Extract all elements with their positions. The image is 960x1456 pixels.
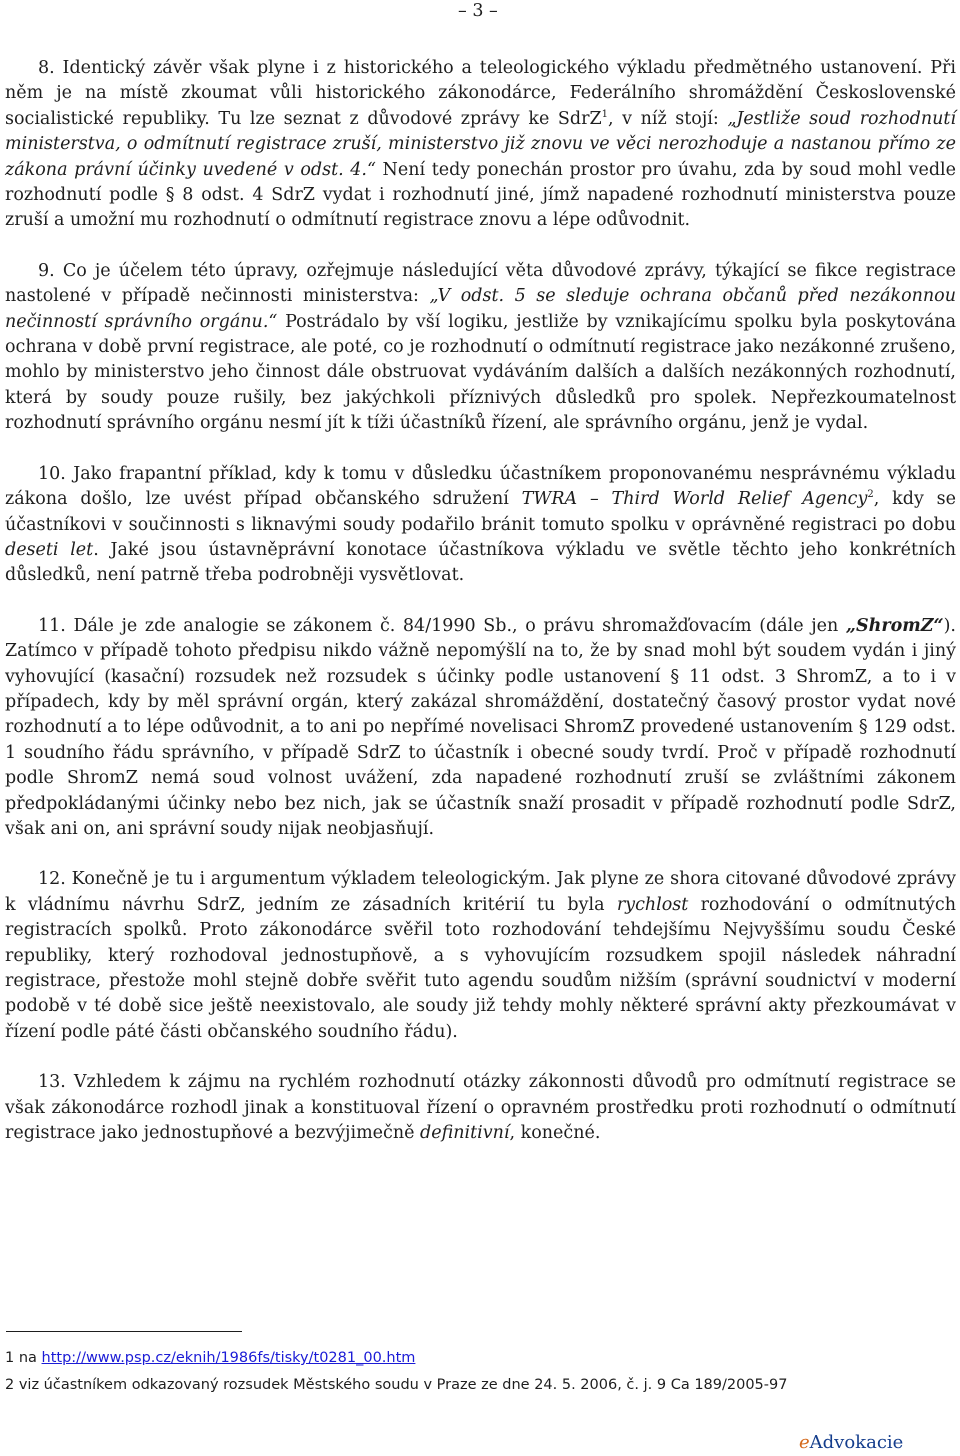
footnote-ref: 2 — [867, 489, 874, 501]
italic-text: „V odst. 5 se sleduje ochrana občanů před nezákonnou nečinností správního orgánu.“ — [5, 286, 956, 332]
body-text — [5, 56, 956, 1146]
text-run: 8. Identický závěr však plyne i z historického a teleologického výkladu předmětného ustanovení. Při něm je na místě zkoumat vůli historického zákonodárce, Federálního shromáždění Československé socialistické republiky. Tu lze seznat z důvodové zprávy ke SdrZ — [5, 58, 956, 129]
text-run: 10. Jako frapantní příklad, kdy k tomu v důsledku účastníkem proponovanému nesprávnému výkladu zákona došlo, lze uvést případ občanského sdružení — [5, 463, 956, 510]
footnote-link[interactable]: http://www.psp.cz/eknih/1986fs/tisky/t0281_00.htm — [41, 1350, 416, 1366]
italic-text: definitivní — [420, 1123, 510, 1144]
footnote-1 — [5, 1345, 945, 1372]
footnote-separator — [6, 1331, 242, 1332]
paragraph-9 — [5, 259, 956, 437]
text-run: 13. Vzhledem k zájmu na rychlém rozhodnutí otázky zákonnosti důvodů pro odmítnutí registrace se však zákonodárce rozhodl jinak a konstituoval řízení o opravném prostředku proti rozhodnutí o odmítnutí registrace jako jednostupňové a bezvýjimečně — [5, 1072, 956, 1144]
text-run: Postrádalo by vší logiku, jestliže by vznikajícímu spolku byla poskytována ochrana v době první registrace, ale poté, co je rozhodnutí o odmítnutí registrace jako nezákonné zrušeno, mohlo by ministerstvo jeho činnost dále obstruovat vydáváním dalších a dalších nezákonných rozhodnutí, která by soudy pouze rušily, bez jakýchkoli příznivých důsledků pro spolek. Nepřezkoumatelnost rozhodnutí správního orgánu nesmí jít k tíži účastníků řízení, ale správního orgánu, jenž je vydal. — [5, 311, 957, 434]
defined-term: „ShromZ“ — [845, 615, 944, 636]
paragraph-13 — [5, 1070, 956, 1146]
italic-text: rychlost — [616, 894, 689, 915]
text-run: Není tedy ponechán prostor pro úvahu, zda by soud mohl vedle rozhodnutí podle § 8 odst. 4 SdrZ vydat i rozhodnutí jiné, jímž napadené rozhodnutí ministerstva pouze zruší a umožní mu rozhodnutí o odmítnutí registrace znovu a lépe odůvodnit. — [5, 159, 956, 231]
text-run: 12. Konečně je tu i argumentum výkladem teleologickým. Jak plyne ze shora citované důvodové zprávy k vládnímu návrhu SdrZ, jedním ze zásadních kritérií tu byla — [5, 869, 956, 915]
footnote-number: 2 — [5, 1377, 15, 1393]
text-run: , v níž stojí: — [608, 108, 728, 129]
footnotes — [5, 1345, 945, 1399]
paragraph-12 — [5, 867, 956, 1045]
italic-text: deseti let — [5, 539, 94, 560]
text-run: ). Zatímco v případě tohoto předpisu nikdo vážně nepomýšlí na to, že by snad mohl být soudem vydán i jiný vyhovující (kasační) rozsudek než rozsudek s účinky podle ustanovení § 11 odst. 3 ShromZ, a to i v případech, kdy by měl správní orgán, který zakázal shromáždění, dostatečný časový prostor vydat nové rozhodnutí a to lépe odůvodnit, a to ani po nepřímé novelisaci ShromZ provedené ustanovením § 129 odst. 1 soudního řádu správního, v případě SdrZ to účastník i obecné soudy tvrdí. Proč v případě rozhodnutí podle ShromZ nemá soud volnost uvážení, zda napadené rozhodnutí zruší se zvláštními zákonem předpokládanými účinky nebo bez nich, jak se účastník snaží prosadit v případě rozhodnutí podle SdrZ, však ani on, ani správní soudy nijak neobjasňují. — [5, 615, 956, 839]
text-run: 11. Dále je zde analogie se zákonem č. 84/1990 Sb., o právu shromažďovacím (dále jen — [38, 615, 846, 636]
footnote-number: 1 — [5, 1350, 15, 1366]
text-run: 9. Co je účelem této úpravy, ozřejmuje následující věta důvodové zprávy, týkající se fikce registrace nastolené v případě nečinnosti ministerstva: — [5, 260, 956, 307]
paragraph-11 — [5, 614, 956, 843]
italic-text: „Jestliže soud rozhodnutí ministerstva, o odmítnutí registrace zruší, ministerstvo již znovu ve věci nerozhoduje a nastanou přímo ze zákona právní účinky uvedené v odst. 4.“ — [5, 108, 956, 180]
text-run: rozhodování o odmítnutých registracích spolků. Proto zákonodárce svěřil toto rozhodování tehdejšímu Nejvyššímu soudu České republiky, který rozhodoval jednostupňově, a s vyhovujícím rozsudkem spojil následek náhradní registrace, přestože mohl stejně dobře svěřit tuto agendu soudům nižším (správní soudnictví v moderní podobě v té době sice ještě neexistovalo, ale soudy již tehdy mohly některé správní akty přezkoumávat v řízení podle páté části občanského soudního řádu). — [5, 894, 956, 1042]
logo-name: Advokacie — [809, 1432, 904, 1453]
paragraph-10 — [5, 462, 956, 589]
text-run: , kdy se účastníkovi v součinnosti s liknavými soudy podařilo bránit tomuto spolku v oprávněné registraci po dobu — [5, 489, 956, 535]
footnote-text: viz účastníkem odkazovaný rozsudek Městského soudu v Praze ze dne 24. 5. 2006, č. j. 9 Ca 189/2005-97 — [18, 1377, 788, 1393]
logo-prefix: e — [799, 1432, 810, 1453]
text-run: , konečné. — [509, 1123, 601, 1144]
footnote-prefix: na — [18, 1350, 37, 1366]
page-number: – 3 – — [458, 1, 498, 21]
text-run: . Jaké jsou ústavněprávní konotace účastníkova výkladu ve světle těchto jeho konkrétních důsledků, není patrně třeba podrobněji vysvětlovat. — [5, 539, 956, 586]
paragraph-8 — [5, 56, 956, 234]
footnote-ref: 1 — [601, 108, 608, 120]
footnote-2 — [5, 1372, 945, 1399]
italic-text: TWRA – Third World Relief Agency — [521, 489, 868, 510]
eadvokacie-logo — [799, 1432, 903, 1454]
